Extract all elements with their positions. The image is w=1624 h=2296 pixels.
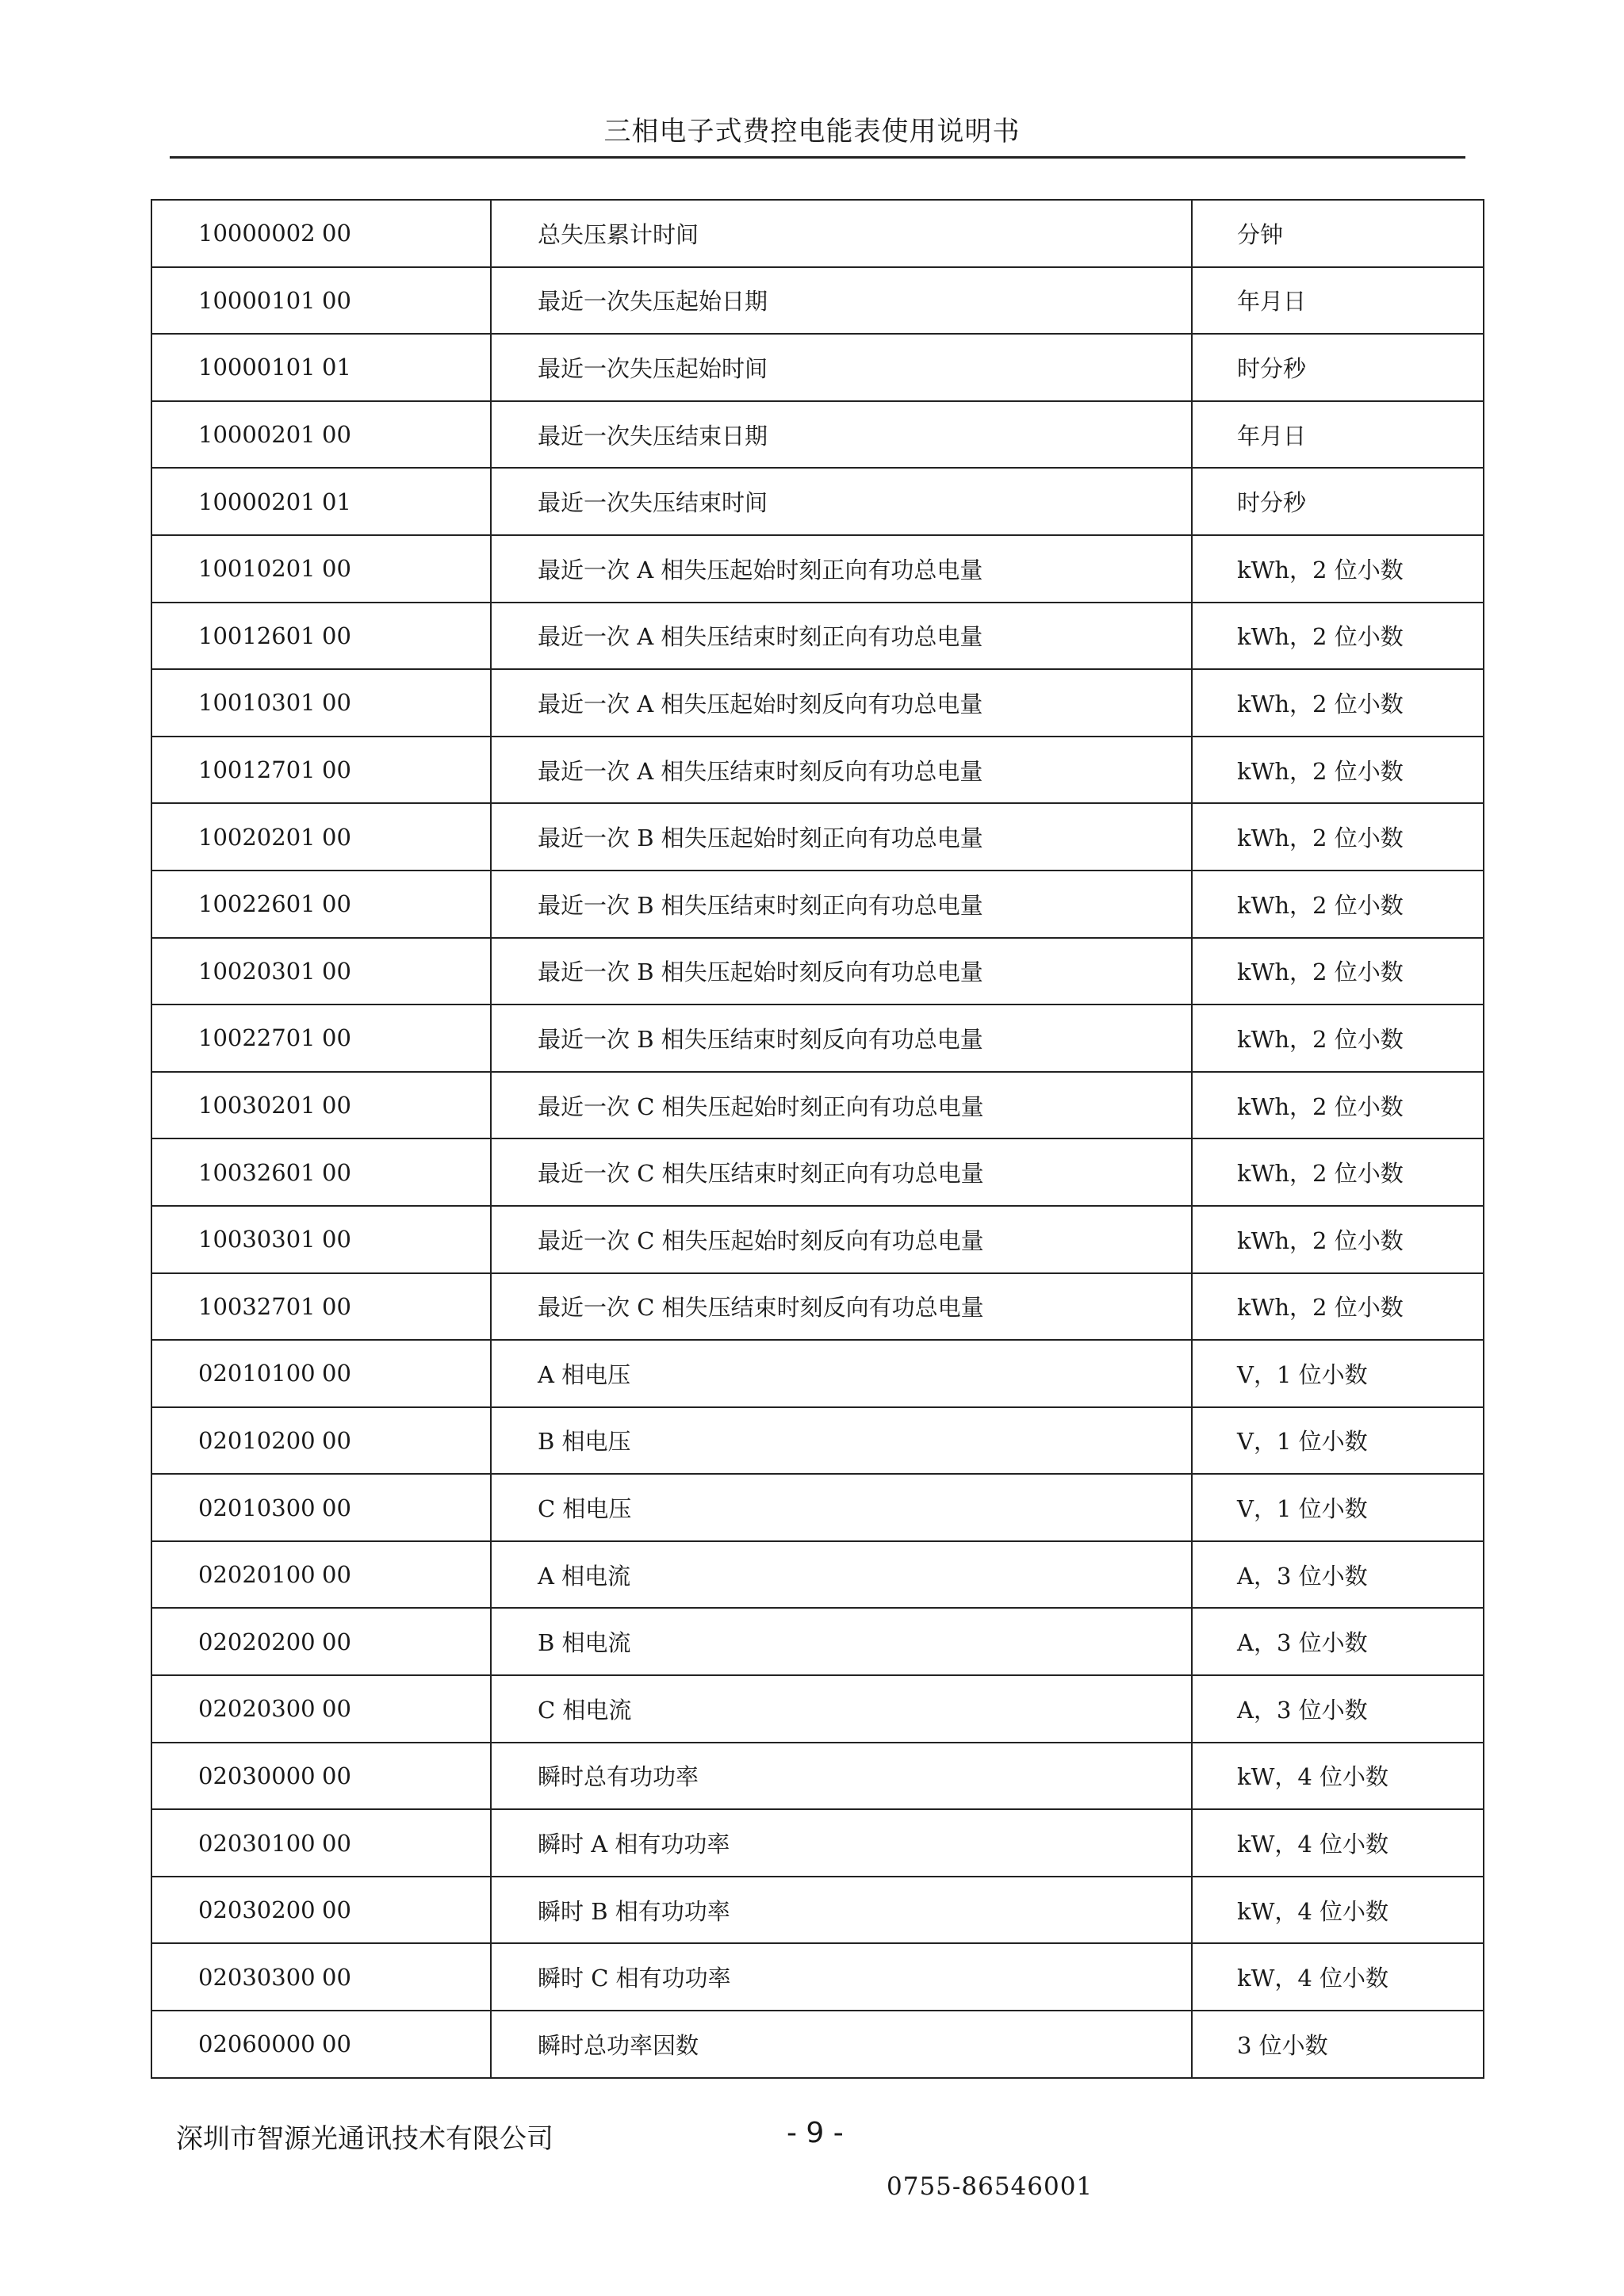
table-body (151, 200, 1484, 2078)
table-row (151, 669, 1484, 737)
identifier-subcode: 00 (322, 1494, 351, 1521)
identifier-code: 10000101 (198, 286, 316, 314)
unit-cell: kW，4 位小数 (1192, 1877, 1484, 1944)
unit-cell: kWh，2 位小数 (1192, 871, 1484, 938)
table-row (151, 1474, 1484, 1541)
description-cell: 最近一次 C 相失压起始时刻反向有功总电量 (491, 1206, 1192, 1273)
identifier-code: 02030100 (198, 1829, 316, 1857)
unit-cell: kWh，2 位小数 (1192, 1072, 1484, 1139)
unit-cell: kW，4 位小数 (1192, 1809, 1484, 1877)
description-cell: B 相电流 (491, 1608, 1192, 1675)
identifier-cell (151, 871, 491, 938)
description-cell: 最近一次 B 相失压起始时刻正向有功总电量 (491, 803, 1192, 871)
unit-cell: kWh，2 位小数 (1192, 1206, 1484, 1273)
header-divider (170, 156, 1465, 159)
unit-cell: kWh，2 位小数 (1192, 737, 1484, 804)
identifier-code: 10000201 (198, 421, 316, 449)
identifier-code: 02030200 (198, 1896, 316, 1924)
unit-cell: kWh，2 位小数 (1192, 1004, 1484, 1072)
unit-cell: kWh，2 位小数 (1192, 603, 1484, 670)
identifier-subcode: 01 (322, 354, 351, 381)
unit-cell: kWh，2 位小数 (1192, 535, 1484, 603)
description-cell: 最近一次 A 相失压起始时刻反向有功总电量 (491, 669, 1192, 737)
identifier-cell (151, 1541, 491, 1609)
description-cell: 最近一次 A 相失压结束时刻正向有功总电量 (491, 603, 1192, 670)
identifier-subcode: 00 (322, 1561, 351, 1589)
table-row (151, 1004, 1484, 1072)
unit-cell: V，1 位小数 (1192, 1474, 1484, 1541)
identifier-subcode: 00 (322, 1426, 351, 1454)
identifier-code: 10020301 (198, 957, 316, 985)
identifier-cell (151, 737, 491, 804)
identifier-subcode: 00 (322, 1762, 351, 1789)
identifier-cell (151, 200, 491, 267)
identifier-cell (151, 603, 491, 670)
table-row (151, 1675, 1484, 1743)
table-row (151, 468, 1484, 535)
identifier-code: 10022701 (198, 1024, 316, 1052)
description-cell: 最近一次失压起始时间 (491, 334, 1192, 401)
identifier-code: 10010301 (198, 689, 316, 717)
unit-cell: kWh，2 位小数 (1192, 803, 1484, 871)
identifier-subcode: 01 (322, 488, 351, 515)
description-cell: 瞬时总有功功率 (491, 1743, 1192, 1810)
table-row (151, 1608, 1484, 1675)
identifier-code: 10020201 (198, 823, 316, 851)
identifier-cell (151, 803, 491, 871)
table-row (151, 401, 1484, 469)
identifier-code: 02010100 (198, 1360, 316, 1387)
description-cell: 总失压累计时间 (491, 200, 1192, 267)
unit-cell: 分钟 (1192, 200, 1484, 267)
description-cell: B 相电压 (491, 1407, 1192, 1475)
unit-cell: 3 位小数 (1192, 2011, 1484, 2078)
identifier-subcode: 00 (322, 890, 351, 918)
unit-cell: A，3 位小数 (1192, 1675, 1484, 1743)
description-cell: 最近一次 C 相失压结束时刻正向有功总电量 (491, 1138, 1192, 1206)
identifier-subcode: 00 (322, 1360, 351, 1387)
table-row (151, 1877, 1484, 1944)
description-cell: A 相电压 (491, 1340, 1192, 1407)
identifier-code: 10032601 (198, 1158, 316, 1186)
identifier-code: 02020300 (198, 1695, 316, 1723)
identifier-subcode: 00 (322, 1024, 351, 1052)
identifier-subcode: 00 (322, 286, 351, 314)
identifier-code: 10012601 (198, 622, 316, 649)
identifier-code: 02020200 (198, 1628, 316, 1655)
identifier-code: 10000201 (198, 488, 316, 515)
identifier-subcode: 00 (322, 1829, 351, 1857)
identifier-code: 10010201 (198, 555, 316, 583)
data-identifier-table (151, 199, 1484, 2079)
identifier-cell (151, 1877, 491, 1944)
identifier-subcode: 00 (322, 622, 351, 649)
description-cell: C 相电流 (491, 1675, 1192, 1743)
identifier-code: 02060000 (198, 2030, 316, 2058)
identifier-cell (151, 267, 491, 335)
unit-cell: kWh，2 位小数 (1192, 1273, 1484, 1341)
identifier-code: 10012701 (198, 756, 316, 784)
table-row (151, 1943, 1484, 2011)
description-cell: 最近一次失压起始日期 (491, 267, 1192, 335)
unit-cell: A，3 位小数 (1192, 1608, 1484, 1675)
description-cell: 瞬时 C 相有功功率 (491, 1943, 1192, 2011)
identifier-subcode: 00 (322, 1292, 351, 1320)
identifier-code: 02030000 (198, 1762, 316, 1789)
identifier-cell (151, 468, 491, 535)
table-row (151, 803, 1484, 871)
identifier-subcode: 00 (322, 1092, 351, 1119)
table-row (151, 1407, 1484, 1475)
identifier-subcode: 00 (322, 1963, 351, 1991)
table-row (151, 603, 1484, 670)
identifier-code: 10000101 (198, 354, 316, 381)
identifier-code: 10030301 (198, 1226, 316, 1253)
identifier-subcode: 00 (322, 220, 351, 247)
identifier-cell (151, 2011, 491, 2078)
unit-cell: V，1 位小数 (1192, 1407, 1484, 1475)
identifier-cell (151, 1474, 491, 1541)
unit-cell: A，3 位小数 (1192, 1541, 1484, 1609)
identifier-cell (151, 669, 491, 737)
identifier-cell (151, 1340, 491, 1407)
unit-cell: 年月日 (1192, 267, 1484, 335)
identifier-cell (151, 1608, 491, 1675)
unit-cell: 时分秒 (1192, 334, 1484, 401)
table-row (151, 737, 1484, 804)
table-row (151, 1340, 1484, 1407)
footer-phone-number: 0755-86546001 (887, 2172, 1094, 2201)
table-row (151, 334, 1484, 401)
identifier-cell (151, 1273, 491, 1341)
table-row (151, 938, 1484, 1005)
table-row (151, 2011, 1484, 2078)
identifier-subcode: 00 (322, 823, 351, 851)
identifier-cell (151, 535, 491, 603)
identifier-subcode: 00 (322, 1628, 351, 1655)
description-cell: 最近一次 B 相失压起始时刻反向有功总电量 (491, 938, 1192, 1005)
identifier-code: 10000002 (198, 220, 316, 247)
identifier-subcode: 00 (322, 957, 351, 985)
identifier-cell (151, 1943, 491, 2011)
identifier-subcode: 00 (322, 555, 351, 583)
table-row (151, 200, 1484, 267)
description-cell: 瞬时总功率因数 (491, 2011, 1192, 2078)
table-row (151, 535, 1484, 603)
identifier-cell (151, 1072, 491, 1139)
table-row (151, 871, 1484, 938)
identifier-cell (151, 1675, 491, 1743)
identifier-cell (151, 401, 491, 469)
identifier-cell (151, 1743, 491, 1810)
description-cell: 最近一次 B 相失压结束时刻正向有功总电量 (491, 871, 1192, 938)
identifier-code: 02010200 (198, 1426, 316, 1454)
description-cell: 最近一次 C 相失压结束时刻反向有功总电量 (491, 1273, 1192, 1341)
identifier-subcode: 00 (322, 421, 351, 449)
table-row (151, 1743, 1484, 1810)
unit-cell: 年月日 (1192, 401, 1484, 469)
table-row (151, 1809, 1484, 1877)
description-cell: 最近一次 B 相失压结束时刻反向有功总电量 (491, 1004, 1192, 1072)
description-cell: 最近一次失压结束时间 (491, 468, 1192, 535)
identifier-cell (151, 1407, 491, 1475)
description-cell: 瞬时 A 相有功功率 (491, 1809, 1192, 1877)
unit-cell: kW，4 位小数 (1192, 1743, 1484, 1810)
unit-cell: kWh，2 位小数 (1192, 669, 1484, 737)
identifier-subcode: 00 (322, 2030, 351, 2058)
identifier-cell (151, 1206, 491, 1273)
description-cell: 瞬时 B 相有功功率 (491, 1877, 1192, 1944)
description-cell: 最近一次失压结束日期 (491, 401, 1192, 469)
identifier-subcode: 00 (322, 1158, 351, 1186)
identifier-code: 02010300 (198, 1494, 316, 1521)
table-row (151, 1072, 1484, 1139)
identifier-subcode: 00 (322, 1226, 351, 1253)
table-row (151, 1541, 1484, 1609)
table-row (151, 1206, 1484, 1273)
table-row (151, 1273, 1484, 1341)
table-row (151, 1138, 1484, 1206)
page-title: 三相电子式费控电能表使用说明书 (603, 116, 1021, 147)
identifier-code: 10032701 (198, 1292, 316, 1320)
description-cell: 最近一次 A 相失压结束时刻反向有功总电量 (491, 737, 1192, 804)
description-cell: 最近一次 C 相失压起始时刻正向有功总电量 (491, 1072, 1192, 1139)
identifier-code: 02020100 (198, 1561, 316, 1589)
identifier-cell (151, 938, 491, 1005)
footer-company-name: 深圳市智源光通讯技术有限公司 (176, 2123, 553, 2155)
table-row (151, 267, 1484, 335)
description-cell: 最近一次 A 相失压起始时刻正向有功总电量 (491, 535, 1192, 603)
identifier-subcode: 00 (322, 1896, 351, 1924)
identifier-subcode: 00 (322, 1695, 351, 1723)
identifier-subcode: 00 (322, 689, 351, 717)
identifier-cell (151, 334, 491, 401)
identifier-code: 10030201 (198, 1092, 316, 1119)
identifier-code: 02030300 (198, 1963, 316, 1991)
identifier-cell (151, 1138, 491, 1206)
identifier-cell (151, 1004, 491, 1072)
description-cell: A 相电流 (491, 1541, 1192, 1609)
unit-cell: 时分秒 (1192, 468, 1484, 535)
unit-cell: kWh，2 位小数 (1192, 1138, 1484, 1206)
page-number: - 9 - (787, 2117, 844, 2149)
unit-cell: kWh，2 位小数 (1192, 938, 1484, 1005)
identifier-subcode: 00 (322, 756, 351, 784)
identifier-cell (151, 1809, 491, 1877)
unit-cell: kW，4 位小数 (1192, 1943, 1484, 2011)
description-cell: C 相电压 (491, 1474, 1192, 1541)
identifier-code: 10022601 (198, 890, 316, 918)
unit-cell: V，1 位小数 (1192, 1340, 1484, 1407)
